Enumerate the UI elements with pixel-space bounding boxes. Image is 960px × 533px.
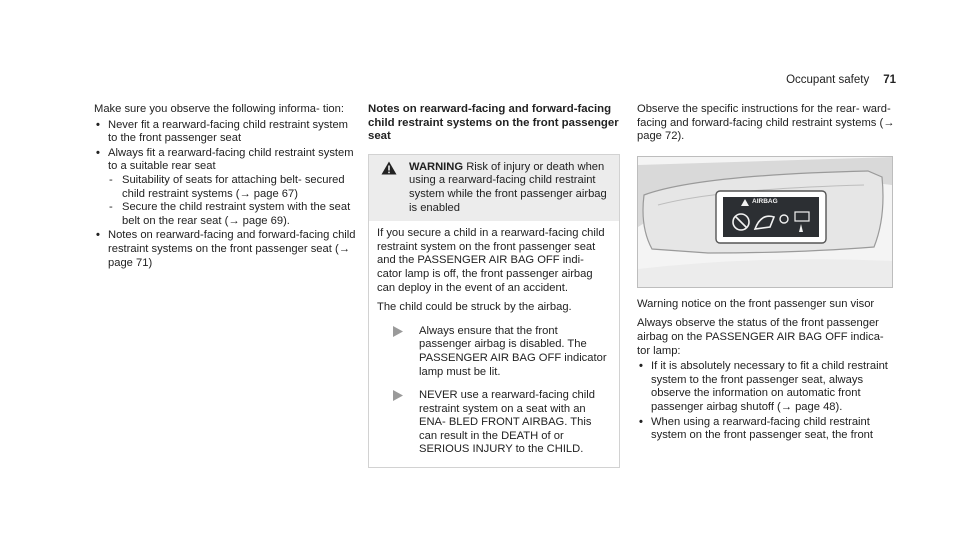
sub-list — [108, 174, 356, 228]
warning-body — [369, 221, 619, 467]
list-item — [637, 360, 895, 414]
warning-summary: Risk of injury or death when using a rearward-facing child restraint system while the front passenger airbag is enabled — [409, 160, 607, 214]
sun-visor-figure — [637, 156, 893, 288]
bullet-list — [637, 360, 895, 443]
airbag-label: AIRBAG — [752, 197, 778, 205]
sun-visor-illustration — [638, 157, 892, 287]
bullet-list — [94, 119, 356, 271]
column-left — [94, 103, 356, 271]
warning-paragraph: If you secure a child in a rearward-facing child restraint system on the front passenger seat and the PASSENGER AIR BAG OFF indi- cator lamp is off, the front passenger airbag can deploy in the event of an accident. — [377, 227, 605, 294]
bullet-icon: • — [639, 415, 643, 428]
list-item-link[interactable]: If it is absolutely necessary to fit a child restraint system to the front passenger seat, always observe the information on automatic front passenger airbag shutoff (→ page 48). — [651, 360, 888, 413]
warning-header — [369, 155, 619, 221]
section-heading: Notes on rearward-facing and forward-facing child restraint systems on the front passenger seat — [368, 103, 619, 143]
figure-caption: Warning notice on the front passenger sun visor — [637, 297, 875, 310]
list-item — [637, 416, 895, 443]
sub-list-item — [108, 174, 356, 201]
list-item-link[interactable]: Notes on rearward-facing and forward-facing child restraint systems on the front passenger seat (→ page 71) — [108, 229, 356, 269]
list-item — [94, 119, 356, 146]
bullet-icon: • — [639, 360, 643, 373]
intro-text: Make sure you observe the following informa- tion: — [94, 103, 344, 115]
dash-icon: - — [109, 201, 113, 214]
list-item — [94, 147, 356, 229]
sub-list-item — [108, 201, 356, 228]
action-text: Always ensure that the front passenger airbag is disabled. The PASSENGER AIR BAG OFF indicator lamp must be lit. — [419, 324, 607, 378]
warning-triangle-icon — [381, 161, 397, 175]
bullet-icon: • — [96, 229, 100, 242]
list-item-text: When using a rearward-facing child restraint system on the front passenger seat, the front — [651, 415, 874, 442]
column-middle — [368, 103, 620, 468]
intro-link[interactable]: Observe the specific instructions for the rear- ward-facing and forward-facing child restraint systems (→ page 72). — [637, 103, 895, 143]
dash-icon: - — [109, 173, 113, 186]
bullet-icon: • — [96, 146, 100, 159]
column-right — [637, 103, 895, 444]
action-arrow-icon — [393, 326, 403, 337]
page-number: 71 — [883, 74, 896, 86]
warning-paragraph: The child could be struck by the airbag. — [377, 301, 572, 314]
action-step — [377, 325, 611, 379]
list-item — [94, 229, 356, 270]
warning-box — [368, 154, 620, 468]
body-paragraph: Always observe the status of the front passenger airbag on the PASSENGER AIR BAG OFF indica- tor lamp: — [637, 317, 884, 357]
action-text: NEVER use a rearward-facing child restraint system on a seat with an ENA- BLED FRONT AIRBAG. This can result in the DEATH of or SERIOUS INJURY to the CHILD. — [419, 389, 595, 456]
sub-list-link[interactable]: Secure the child restraint system with the seat belt on the rear seat (→ page 69). — [122, 201, 351, 227]
list-item-text: Never fit a rearward-facing child restraint system to the front passenger seat — [108, 118, 348, 145]
bullet-icon: • — [96, 118, 100, 131]
sub-list-link[interactable]: Suitability of seats for attaching belt- secured child restraint systems (→ page 67) — [122, 173, 345, 200]
list-item-text: Always fit a rearward-facing child restraint system to a suitable rear seat — [108, 146, 354, 173]
section-title: Occupant safety — [786, 74, 870, 86]
action-arrow-icon — [393, 390, 403, 401]
warning-label: WARNING — [409, 160, 464, 173]
page-header — [786, 74, 896, 88]
action-step — [377, 389, 611, 457]
